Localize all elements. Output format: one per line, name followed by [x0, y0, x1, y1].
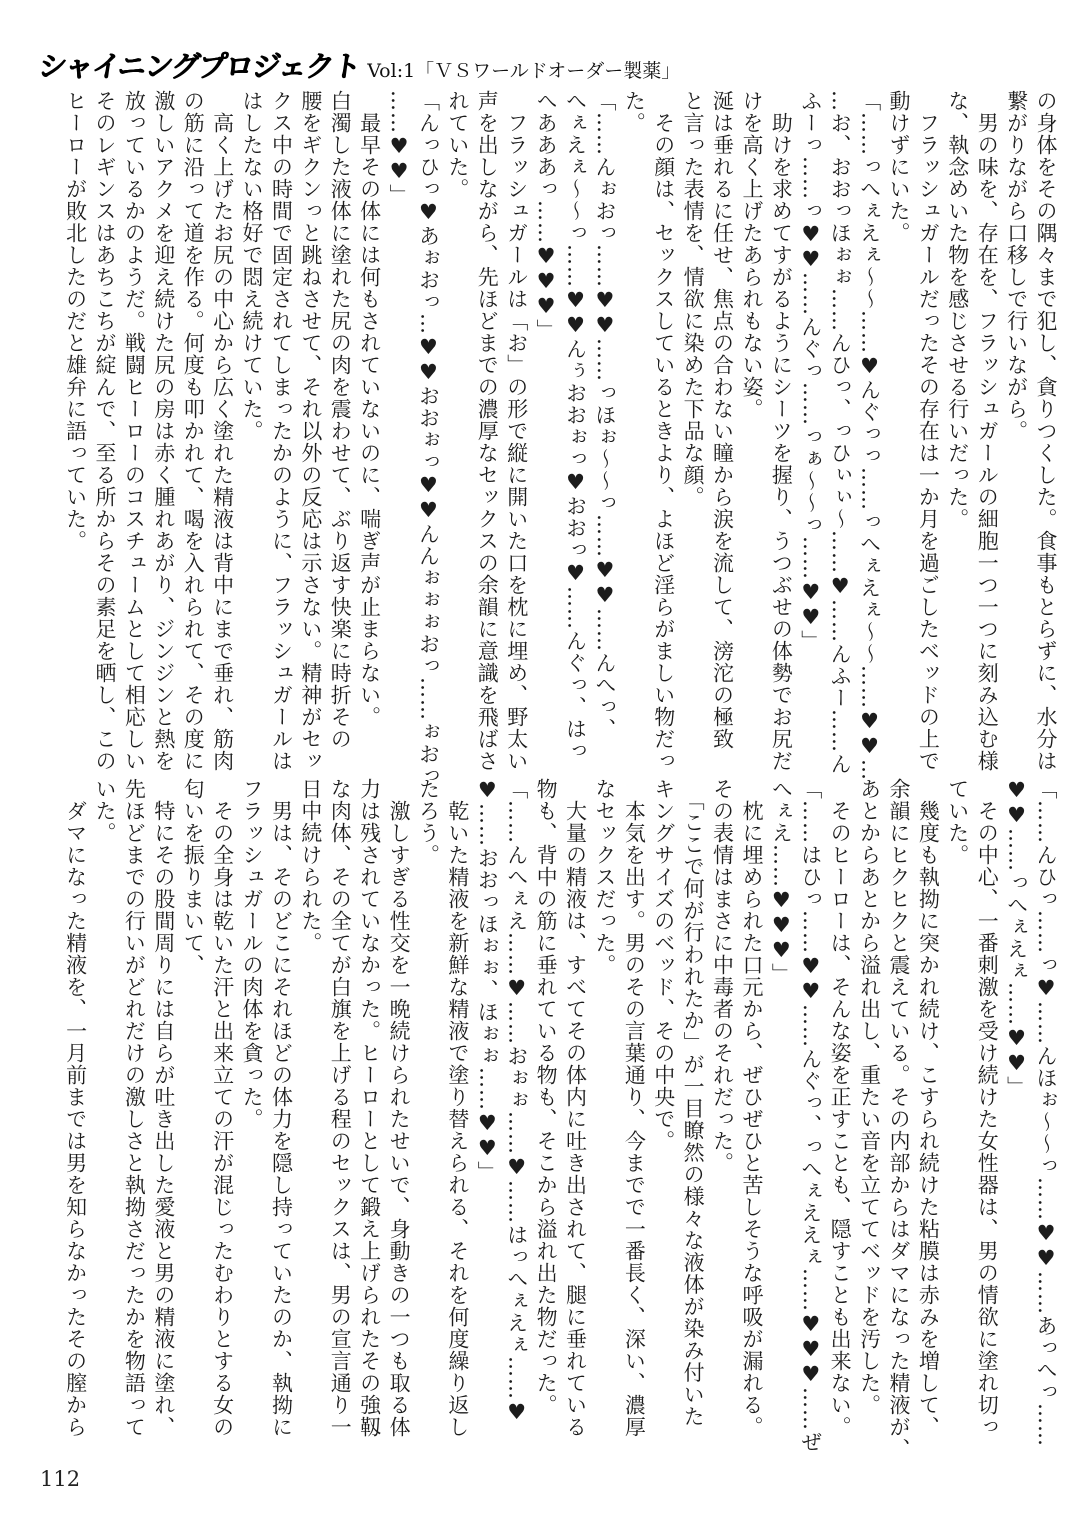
text-column: 放っているかのようだ。戦闘ヒーローのコスチュームとして相応しい [122, 90, 147, 772]
text-column: けを高く上げたあられもない姿。 [739, 90, 764, 420]
text-column: 匂いを振りまいて、 [181, 778, 206, 976]
text-column: その顔は、セックスしているときより、よほど淫らがましい物だっ [651, 90, 676, 772]
text-column: 物も、背中の筋に垂れている物も、そこから溢れ出た物だった。 [534, 778, 559, 1416]
text-column: 白濁した液体に塗れた尻の肉を震わせて、ぶり返す快楽に時折その [328, 90, 353, 750]
text-column: 激しいアクメを迎え続けた尻の房は赤く腫れあがり、ジンジンと熱を [151, 90, 176, 772]
text-column: 繋がりながら口移しで行いながら。 [1004, 90, 1029, 442]
text-column: なセックスだった。 [592, 778, 617, 976]
text-block-bottom [60, 778, 1060, 1468]
text-column: ♥……おおっほぉぉ、ほぉぉ……♥♥」 [475, 778, 500, 1183]
text-block-top [60, 90, 1060, 787]
text-column: ふーっ……っ♥♥……んぐっ……っぁ～～っ……♥♥」 [798, 90, 823, 652]
text-column: はしたない格好で悶え続けていた。 [240, 90, 265, 442]
text-column: 腰をギクンっと跳ねさせて、それ以外の反応は示さない。精神がセッ [298, 90, 323, 772]
text-column: 「んっひっ♥あぉおっ…♥♥おおぉっ♥♥んんぉぉぉおっ……ぉおっ [416, 90, 441, 787]
text-column: 助けを求めてすがるようにシーツを握り、うつぶせの体勢でお尻だ [769, 90, 794, 772]
page-header [36, 46, 680, 86]
text-column: 声を出しながら、先ほどまでの濃厚なセックスの余韻に意識を飛ばさ [475, 90, 500, 772]
series-logo: シャイニングプロジェクト [36, 49, 363, 84]
text-column: 男の味を、存在を、フラッシュガールの細胞一つ一つに刻み込む様 [975, 90, 1000, 772]
text-column: 「……んぉおっ……♥♥……っほぉ～～っ……♥♥……んへっ、 [592, 90, 617, 740]
text-column: そのレギンスはあちこちが綻んで、至る所からその素足を晒し、この [93, 90, 117, 772]
text-column: フラッシュガールだったその存在は一か月を過ごしたベッドの上で [916, 90, 941, 772]
text-column: 大量の精液は、すべてその体内に吐き出されて、腿に垂れている [563, 778, 588, 1438]
text-column: の身体をその隅々まで犯し、貪りつくした。食事もとらずに、水分は [1034, 90, 1058, 772]
text-column: 「ここで何が行われたか」が一目瞭然の様々な液体が染み付いた [681, 778, 706, 1428]
text-column: へぇえ……♥♥♥」 [769, 778, 794, 985]
text-column: 乾いた精液を新鮮な精液で塗り替えられる、それを何度繰り返し [445, 778, 470, 1438]
text-column: あとからあとから溢れ出し、重たい音を立ててベッドを汚した。 [857, 778, 882, 1416]
text-column: 男は、そのどこにそれほどの体力を隠し持っていたのか、執拗に [269, 778, 294, 1438]
text-column: その表情はまさに中毒者のそれだった。 [710, 778, 735, 1174]
text-column: 特にその股間周りには自らが吐き出した愛液と男の精液に塗れ、 [151, 778, 176, 1438]
text-column: …お、おおっほぉぉ……んひっ、っひぃぃ～……♥……んふー……ん [828, 90, 853, 775]
text-column: たろう。 [416, 778, 441, 866]
text-column: 「……んひっ……っ♥……んほぉ～～っ……♥♥……あっへっ…… [1034, 778, 1058, 1447]
text-column: 本気を出す。男のその言葉通り、今までで一番長く、深い、濃厚 [622, 778, 647, 1438]
text-column: フラッシュガールの肉体を貪った。 [240, 778, 265, 1130]
text-column: 動けずにいた。 [886, 90, 911, 244]
text-column: の筋に沿って道を作る。何度も叩かれて、喝を入れられて、その度に [181, 90, 206, 772]
text-column: 高く上げたお尻の中心から広く塗れた精液は背中にまで垂れ、筋肉 [210, 90, 235, 772]
text-column: ♥♥……っへぇえぇ……♥♥」 [1004, 778, 1029, 1098]
text-column: 激しすぎる性交を一晩続けられたせいで、身動きの一つも取る体 [387, 778, 412, 1438]
text-column: 「……っへぇえぇ～～……♥んぐっっ……っへぇえぇ～～……♥♥… [857, 90, 882, 781]
text-column: 枕に埋められた口元から、ぜひぜひと苦しそうな呼吸が漏れる。 [739, 778, 764, 1438]
text-column: た。 [622, 90, 647, 134]
text-column: ていた。 [945, 778, 970, 866]
text-column: な、執念めいた物を感じさせる行いだった。 [945, 90, 970, 530]
text-column: その全身は乾いた汗と出来立ての汗が混じったむわりとする女の [210, 778, 235, 1438]
text-column: と言った表情を、情欲に染めた下品な顔。 [681, 90, 706, 508]
text-column: 余韻にヒクヒクと震えている。その内部からはダマになった精液が、 [886, 778, 911, 1460]
text-column: キングサイズのベッド、その中央で。 [651, 778, 676, 1152]
text-column: ヒーローが敗北したのだと雄弁に語っていた。 [63, 90, 88, 552]
text-column: 力は残されていなかった。ヒーローとして鍛え上げられたその強靱 [357, 778, 382, 1438]
text-column: 日中続けられた。 [298, 778, 323, 954]
text-column: いた。 [93, 778, 117, 844]
text-column: ……♥♥」 [387, 90, 412, 206]
text-column: 「……んへぇえ……♥……おぉぉ……♥……はっへぇえぇ……♥ [504, 778, 529, 1425]
text-column: そのヒーローは、そんな姿を正すことも、隠すことも出来ない。 [828, 778, 853, 1438]
text-column: その中心、一番刺激を受け続けた女性器は、男の情欲に塗れ切っ [975, 778, 1000, 1438]
text-column: フラッシュガールは「お」の形で縦に開いた口を枕に埋め、野太い [504, 90, 529, 772]
text-column: 「……はひっ……♥♥……んぐっ、っへぇええぇ……♥♥♥……ぜ [798, 778, 823, 1453]
text-column: 最早その体には何もされていないのに、喘ぎ声が止まらない。 [357, 90, 382, 728]
text-column: 涎は垂れるに任せ、焦点の合わない瞳から涙を流して、滂沱の極致 [710, 90, 735, 750]
text-column: ダマになった精液を、一月前までは男を知らなかったその膣から [63, 778, 88, 1438]
volume-title: Vol:1「ＶＳワールドオーダー製薬」 [367, 60, 681, 82]
text-column: クス中の時間で固定されてしまったかのように、フラッシュガールは [269, 90, 294, 772]
text-column: へぇえぇ～～っ……♥♥んぅおおぉっ♥おおっ♥……んぐっ、はっ [563, 90, 588, 762]
text-column: 幾度も執拗に突かれ続け、こすられ続けた粘膜は赤みを増して、 [916, 778, 941, 1438]
text-column: へあああっ……♥♥♥」 [534, 90, 559, 341]
text-column: れていた。 [445, 90, 470, 200]
page-number: 112 [40, 1467, 81, 1491]
text-column: な肉体、その全てが白旗を上げる程のセックスは、男の宣言通り一 [328, 778, 353, 1438]
text-column: 先ほどまでの行いがどれだけの激しさと執拗さだったかを物語って [122, 778, 147, 1438]
